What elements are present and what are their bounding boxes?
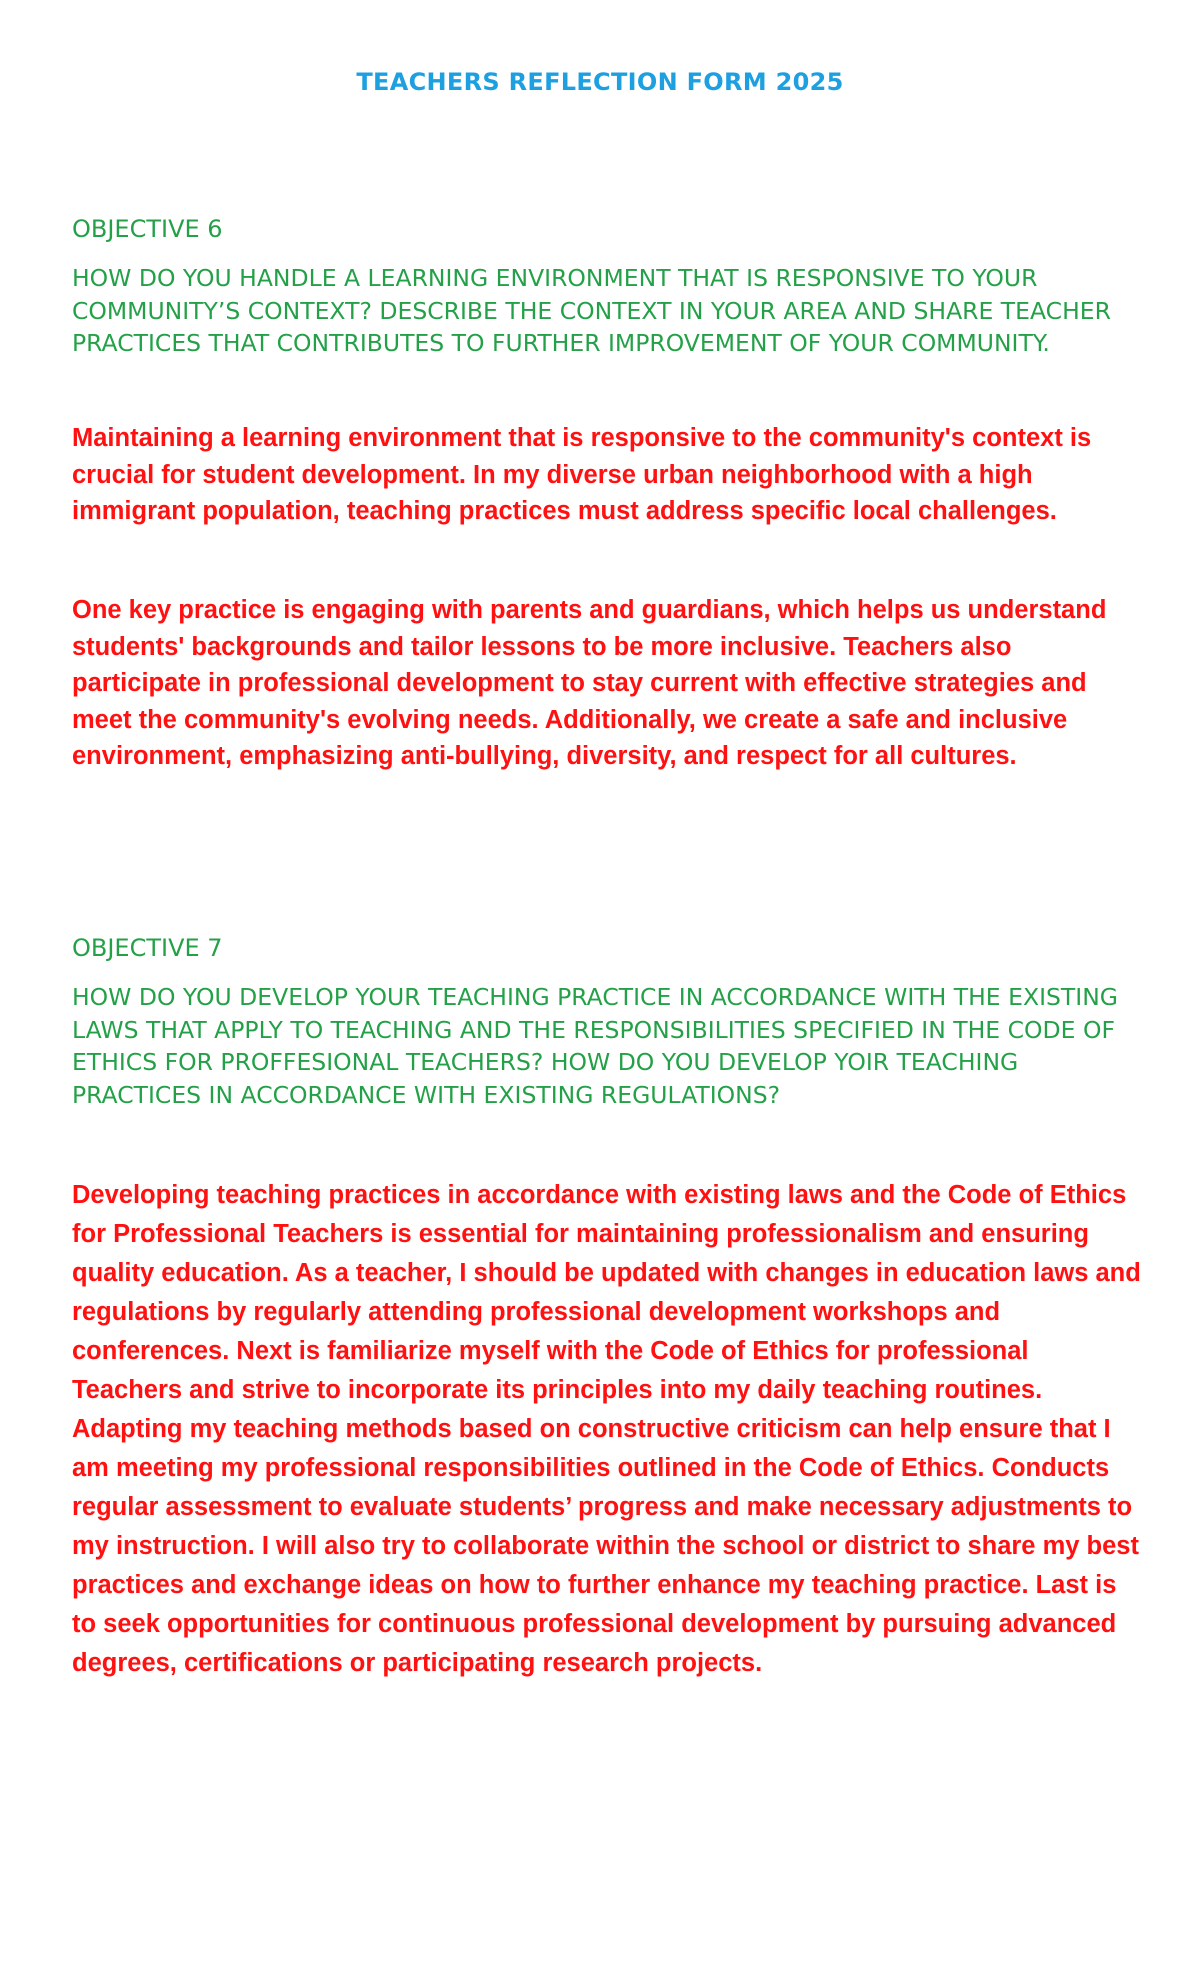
objective-6-answer-paragraph-1: Maintaining a learning environment that is responsive to the community's context is crucial for student development. In my diverse urban neighborhood with a high immigrant population, teaching practices must address specific local challenges. [72,424,1092,525]
objective-6-answer-paragraph-2: One key practice is engaging with parents and guardians, which helps us understand students' backgrounds and tailor lessons to be more inclusive. Teachers also participate in professional development to stay current with effective strategies and meet the community's evolving needs. Additionally, we create a safe and inclusive environment, emphasizing anti-bullying, diversity, and respect for all cultures. [72,596,1107,770]
objective-6-label: OBJECTIVE 6 [72,215,223,243]
document-title: TEACHERS REFLECTION FORM 2025 [356,68,844,96]
objective-7-answer: Developing teaching practices in accordance with existing laws and the Code of Ethics for Professional Teachers is essential for maintaining professionalism and ensuring quality education. As a teacher, I should be updated with changes in education laws and regulations by regularly attending professional development workshops and conferences. Next is familiarize myself with the Code of Ethics for professional Teachers and strive to incorporate its principles into my daily teaching routines. Adapting my teaching methods based on constructive criticism can help ensure that I am meeting my professional responsibilities outlined in the Code of Ethics. Conducts regular assessment to evaluate students’ progress and make necessary adjustments to my instruction. I will also try to collaborate within the school or district to share my best practices and exchange ideas on how to further enhance my teaching practice. Last is to seek opportunities for continuous professional development by pursuing advanced degrees, certifications or participating research projects. [72,1181,1141,1677]
objective-7-label: OBJECTIVE 7 [72,934,223,962]
objective-7-question: HOW DO YOU DEVELOP YOUR TEACHING PRACTICE IN ACCORDANCE WITH THE EXISTING LAWS THAT APPLY TO TEACHING AND THE RESPONSIBILITIES SPECIFIED IN THE CODE OF ETHICS FOR PROFFESIONAL TEACHERS? HOW DO YOU DEVELOP YOIR TEACHING PRACTICES IN ACCORDANCE WITH EXISTING REGULATIONS? [72,983,1118,1109]
objective-6-question: HOW DO YOU HANDLE A LEARNING ENVIRONMENT THAT IS RESPONSIVE TO YOUR COMMUNITY’S CONTEXT? DESCRIBE THE CONTEXT IN YOUR AREA AND SHARE TEACHER PRACTICES THAT CONTRIBUTES TO FURTHER IMPROVEMENT OF YOUR COMMUNITY. [72,264,1111,357]
